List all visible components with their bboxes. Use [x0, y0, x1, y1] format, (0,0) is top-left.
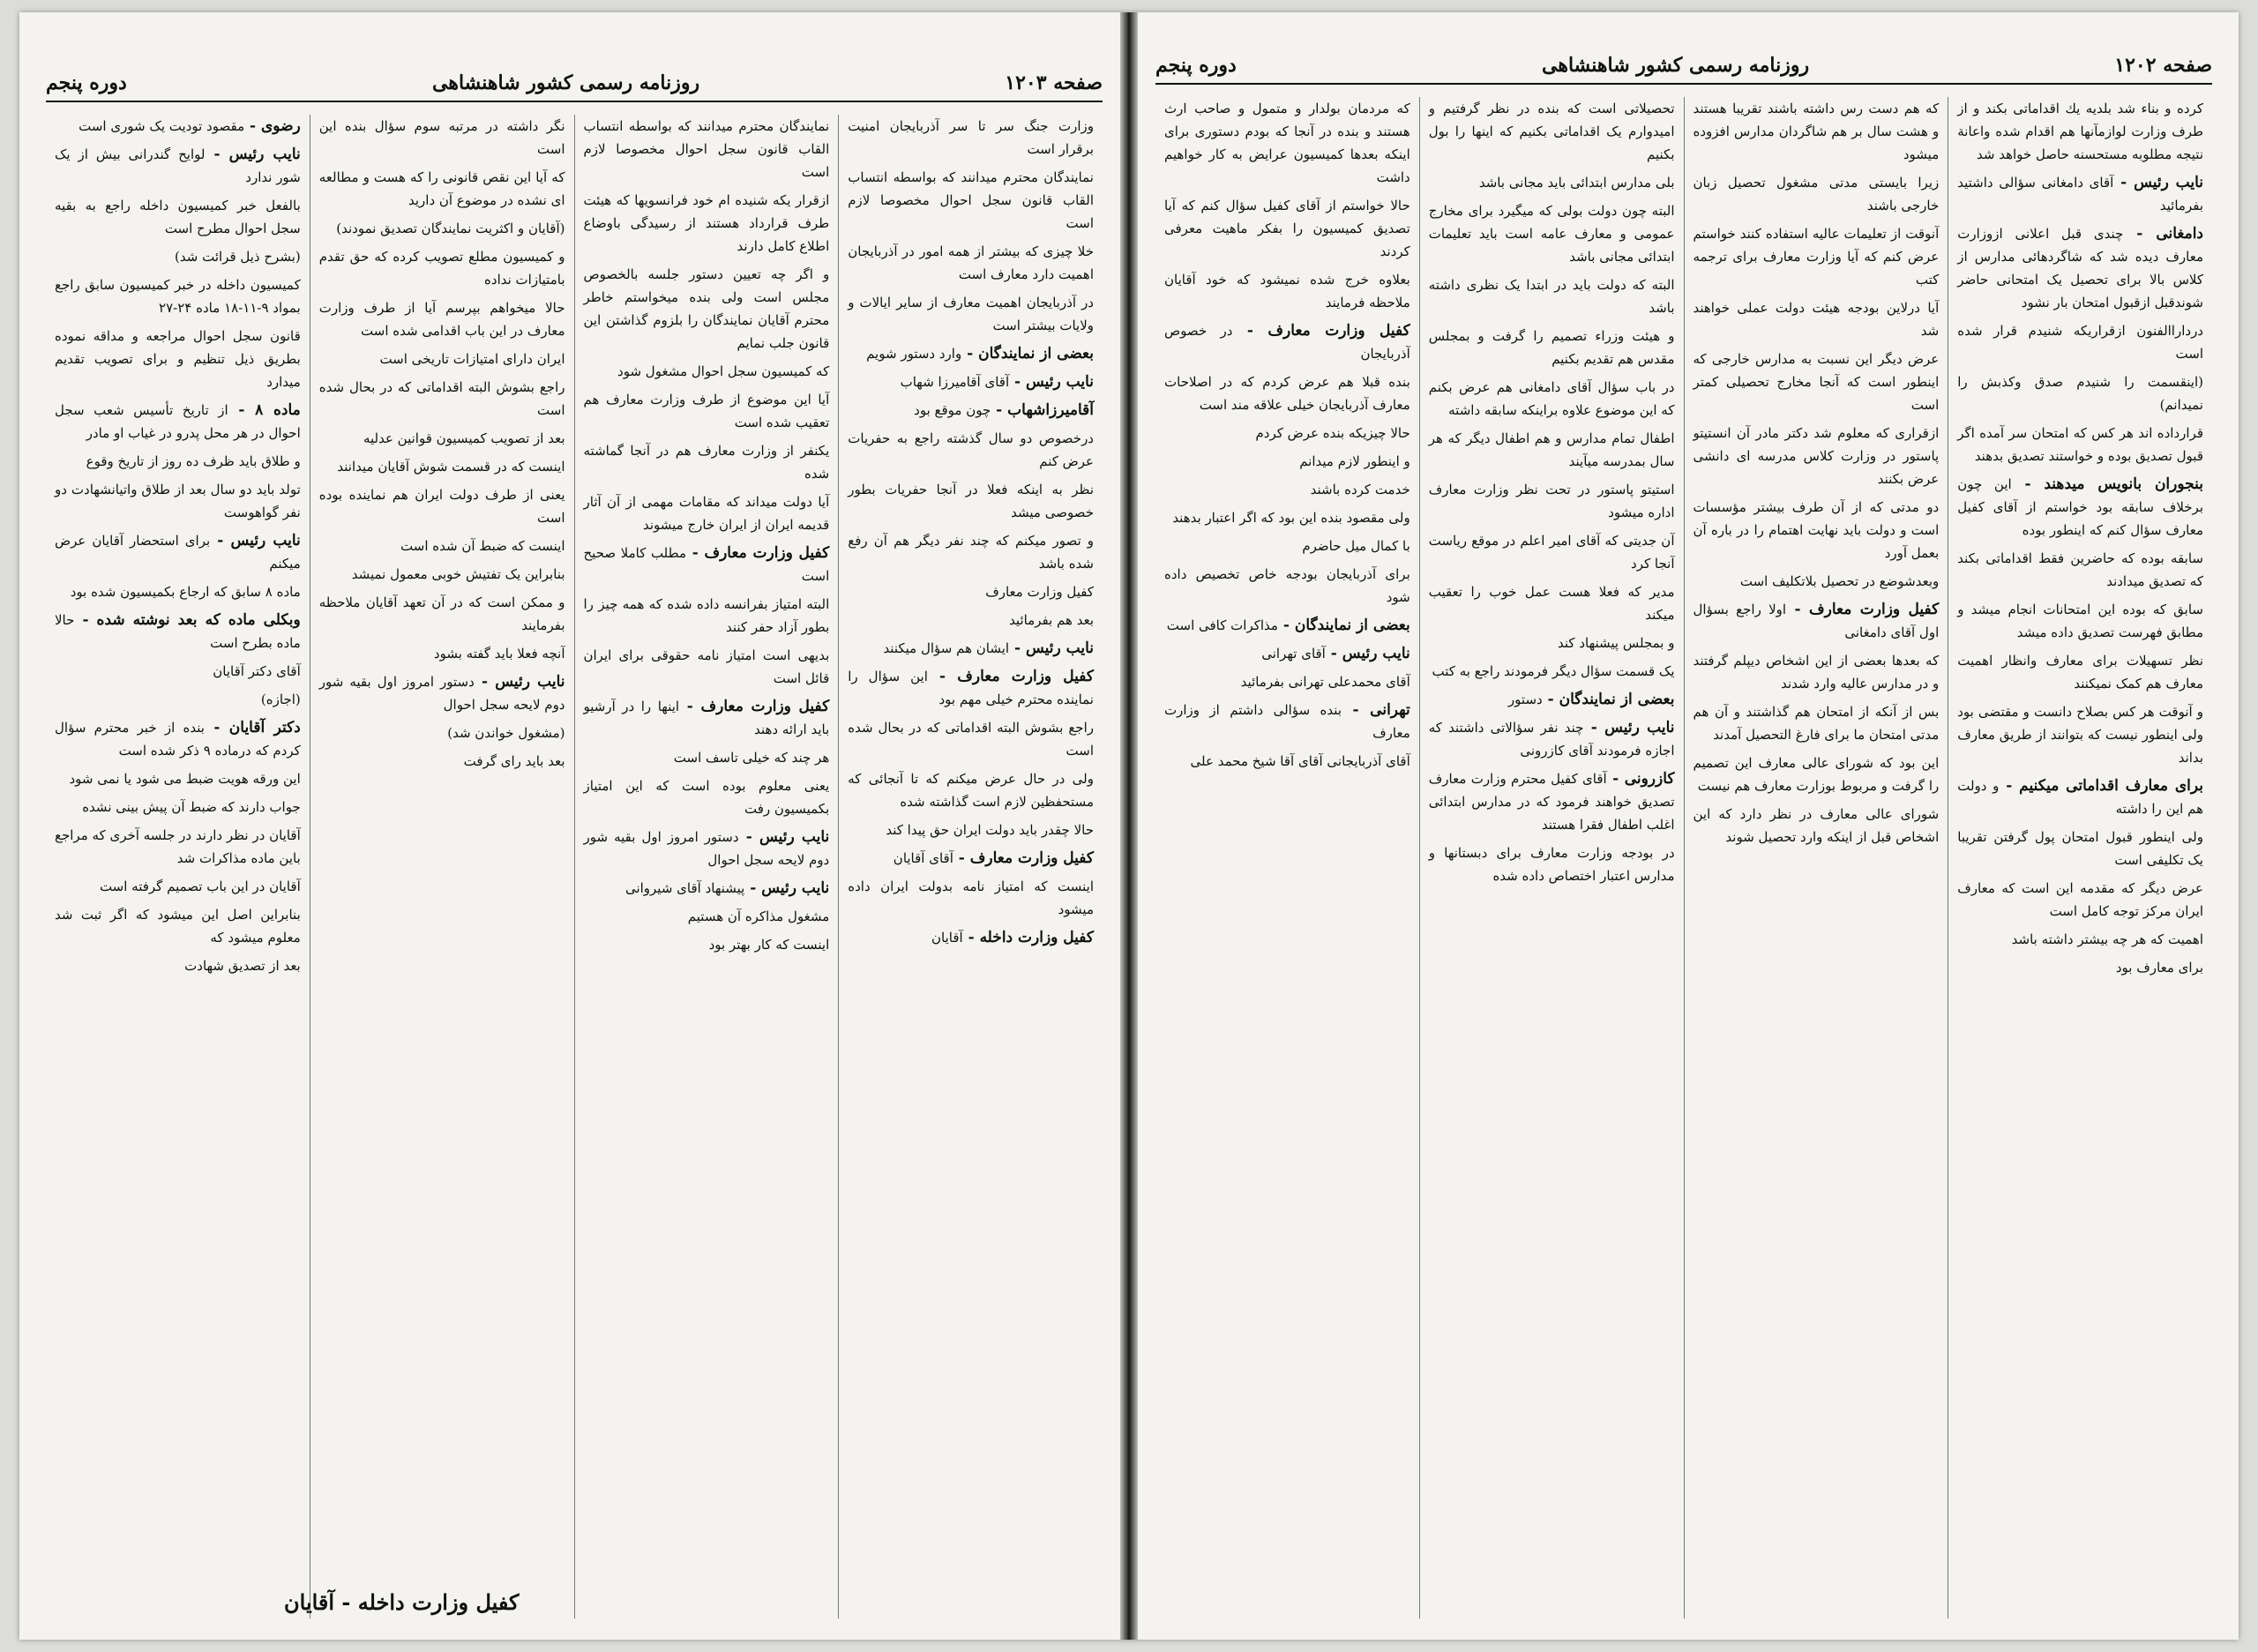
article-paragraph: نایب رئیس - دستور امروز اول بقیه شور دوم لایحه سجل احوال: [583, 828, 830, 868]
article-paragraph: یکنفر از وزارت معارف هم در آنجا گماشته شده: [583, 443, 830, 482]
article-paragraph: ولی در حال عرض میکنم که تا آنجائی که مستحفظین لازم است گذاشته شده: [848, 771, 1094, 810]
article-paragraph: نمایندگان محترم میدانند که بواسطه انتساب القاب قانون سجل احوال مخصوصا لازم است: [848, 169, 1094, 231]
speaker-name: کفیل وزارت معارف -: [953, 849, 1094, 867]
article-paragraph: بس از آنکه از امتحان هم گذاشتند و آن هم مدتی امتحان ما برای فارغ التحصیل آمدند: [1693, 704, 1940, 743]
column: [574, 115, 839, 1618]
article-paragraph: بعد باید رای گرفت: [463, 753, 565, 769]
speaker-name: دامغانی -: [2123, 225, 2204, 243]
article-paragraph: بلی مدارس ابتدائی باید مجانی باشد: [1478, 175, 1675, 191]
article-paragraph: نگر داشته در مرتبه سوم سؤال بنده این است: [318, 118, 565, 157]
speaker-name: بنجوران بانویس میدهند -: [2011, 475, 2203, 493]
article-paragraph: برای آذربایجان بودجه خاص تخصیص داده شود: [1164, 566, 1410, 605]
article-paragraph: کفیل وزارت معارف - اولا راجع بسؤال اول آقای دامغانی: [1693, 601, 1940, 640]
period-label: دوره پنجم: [1155, 54, 1237, 77]
article-paragraph: اطفال تمام مدارس و هم اطفال دیگر که هر سال بمدرسه میآیند: [1428, 430, 1675, 469]
article-paragraph: بدیهی است امتیاز نامه حقوقی برای ایران قائل است: [583, 647, 830, 686]
article-paragraph: یعنی از طرف دولت ایران هم نماینده بوده است: [318, 487, 565, 526]
article-paragraph: و اینطور لازم میدانم: [1299, 453, 1410, 469]
article-paragraph: وبکلی ماده که بعد نوشته شده - حالا ماده بطرح است: [55, 611, 301, 651]
column: [46, 115, 310, 1618]
speaker-name: کفیل وزارت معارف -: [1232, 322, 1410, 340]
article-paragraph: بنابراین یک تفتیش خوبی معمول نمیشد: [351, 566, 565, 582]
article-paragraph: و بمجلس پیشنهاد کند: [1558, 635, 1675, 651]
column: [1948, 97, 2212, 1618]
article-paragraph: نایب رئیس - چند نفر سؤالاتی داشتند که اجازه فرمودند آقای کازرونی: [1428, 719, 1675, 759]
article-paragraph: در بودجه وزارت معارف برای دبستانها و مدارس اعتبار اختصاص داده شده: [1428, 845, 1675, 884]
article-paragraph: درخصوص دو سال گذشته راجع به حفریات عرض کنم: [848, 430, 1094, 469]
speaker-name: آقامیرزاشهاب -: [991, 401, 1094, 419]
column: [310, 115, 574, 1618]
article-paragraph: بنده قبلا هم عرض کردم که در اصلاحات معارف آذربایجان خیلی علاقه مند است: [1164, 374, 1410, 413]
right-page-columns: [1155, 97, 2212, 1618]
article-paragraph: ماده ۸ - از تاریخ تأسیس شعب سجل احوال در هر محل پدرو در غیاب او مادر: [55, 401, 301, 441]
article-paragraph: بعضی از نمایندگان - دستور: [1507, 691, 1675, 708]
speaker-name: نایب رئیس -: [1583, 719, 1675, 736]
article-paragraph: راجع بشوش البته اقداماتی که در بحال شده است: [318, 379, 565, 418]
article-paragraph: در باب سؤال آقای دامغانی هم عرض بکنم که این موضوع علاوه براینکه سابقه داشته: [1428, 379, 1675, 418]
speaker-name: نایب رئیس -: [474, 673, 565, 691]
article-paragraph: ایران دارای امتیازات تاریخی است: [379, 351, 565, 367]
article-paragraph: اینست که ضبط آن شده است: [400, 538, 565, 554]
article-paragraph: (اجازه): [260, 691, 301, 707]
article-paragraph: آقای دکتر آقایان: [213, 663, 301, 679]
article-paragraph: آن جدیتی که آقای امیر اعلم در موقع ریاست آنجا کرد: [1428, 533, 1675, 572]
article-paragraph: کفیل وزارت معارف - در خصوص آذربایجان: [1164, 322, 1410, 362]
article-paragraph: ولی اینطور قبول امتحان پول گرفتن تقریبا یک تکلیفی است: [1957, 829, 2203, 868]
speaker-name: نایب رئیس -: [2113, 174, 2204, 191]
speaker-name: دکتر آقایان -: [204, 719, 301, 736]
period-label: دوره پنجم: [46, 71, 127, 94]
article-paragraph: این ورقه هویت ضبط می شود یا نمی شود: [69, 771, 301, 787]
article-paragraph: برای معارف بود: [2115, 960, 2203, 976]
article-paragraph: بنابراین اصل این میشود که اگر ثبت شد معلوم میشود که: [55, 907, 301, 946]
article-paragraph: بنجوران بانویس میدهند - این چون برخلاف سابقه بود خواستم از آقای کفیل معارف سؤال کنم که اینطور بوده: [1957, 475, 2203, 538]
article-paragraph: بعضی از نمایندگان - مذاکرات کافی است: [1166, 617, 1410, 634]
article-paragraph: جواب دارند که ضبط آن پیش بینی نشده: [82, 799, 301, 815]
article-paragraph: زیرا بایستی مدتی مشغول تحصیل زبان خارجی باشند: [1693, 175, 1940, 213]
article-paragraph: و کمیسیون مطلع تصویب کرده که حق تقدم بامتیازات نداده: [318, 249, 565, 288]
speaker-name: نایب رئیس -: [1009, 373, 1094, 391]
article-paragraph: که بعدها بعضی از این اشخاص دیپلم گرفتند و در مدارس عالیه وارد شدند: [1693, 653, 1940, 691]
article-paragraph: ماده ۸ سابق که ارجاع بکمیسیون شده بود: [70, 584, 301, 600]
speaker-name: نایب رئیس -: [210, 532, 301, 549]
speaker-name: بعضی از نمایندگان -: [961, 345, 1094, 363]
article-paragraph: که مردمان بولدار و متمول و صاحب ارث هستند و بنده در آنجا که بودم دستوری برای اینکه بعدها کمیسیون عرایض به کار خواهیم داشت: [1164, 101, 1410, 185]
article-paragraph: (بشرح ذیل قرائت شد): [175, 249, 301, 265]
left-page: [19, 12, 1129, 1640]
article-paragraph: نمایندگان محترم میدانند که بواسطه انتساب القاب قانون سجل احوال مخصوصا لازم است: [583, 118, 830, 180]
speaker-name: نایب رئیس -: [1009, 639, 1094, 657]
left-page-columns: [46, 115, 1103, 1618]
article-paragraph: البته امتیاز بفرانسه داده شده که همه چیز را بطور آزاد حفر کنند: [583, 596, 830, 635]
newspaper-title: روزنامه رسمی کشور شاهنشاهی: [1542, 54, 1810, 77]
article-paragraph: مدیر که فعلا هست عمل خوب را تعقیب میکند: [1428, 584, 1675, 623]
speaker-name: ماده ۸ -: [228, 401, 301, 419]
speaker-name: بعضی از نمایندگان -: [1277, 617, 1410, 634]
article-paragraph: راجع بشوش البته اقداماتی که در بحال شده است: [848, 720, 1094, 759]
speaker-name: کفیل وزارت معارف -: [685, 544, 830, 562]
article-paragraph: درداراالفنون ازقراریکه شنیدم قرار شده است: [1957, 323, 2203, 362]
article-paragraph: ازقرار یکه شنیده ام خود فرانسویها که هیئت طرف قرارداد هستند از رسیدگی باوضاع اطلاع کامل دارند: [583, 192, 830, 254]
article-paragraph: کفیل وزارت معارف - اینها را در آرشیو باید ارائه دهند: [583, 698, 830, 737]
article-paragraph: مشغول مذاکره آن هستیم: [687, 908, 830, 924]
article-paragraph: اهمیت که هر چه بیشتر داشته باشد: [2011, 931, 2203, 947]
article-paragraph: نظر تسهیلات برای معارف وانظار اهمیت معارف هم کمک نمیکنند: [1957, 653, 2203, 691]
article-paragraph: حالا خواستم از آقای کفیل سؤال کنم که آیا تصدیق کمیسیون را بفکر ماهیت معرفی کردند: [1164, 198, 1410, 259]
article-paragraph: کفیل وزارت معارف - این سؤال را نماینده محترم خیلی مهم بود: [848, 668, 1094, 707]
article-paragraph: و اگر چه تعیین دستور جلسه بالخصوص مجلس است ولی بنده میخواستم خاطر محترم آقایان نمایندگان را بلزوم گذاشتن این قانون جلب نمایم: [583, 266, 830, 351]
article-paragraph: تهرانی - بنده سؤالی داشتم از وزارت معارف: [1164, 701, 1410, 741]
article-paragraph: برای معارف اقداماتی میکنیم - و دولت هم این را داشته: [1957, 777, 2203, 817]
column: [1155, 97, 1419, 1618]
article-paragraph: با کمال میل حاضرم: [1302, 538, 1410, 554]
right-page: [1129, 12, 2239, 1640]
article-paragraph: این بود که شورای عالی معارف این تصمیم را گرفت و مربوط بوزارت معارف هم نیست: [1693, 755, 1940, 794]
article-paragraph: کرده و بناء شد بلدیه یك اقداماتی بکند و از طرف وزارت لوازمآنها هم اقدام شده واعانة نتیجه مطلوبه مستحسنه حاصل خواهد شد: [1957, 101, 2203, 162]
article-paragraph: دامغانی - چندی قبل اعلانی ازوزارت معارف دیده شد که شاگردهائی مدارس از کلاس بالا برای تحصیل یک امتحانی حاضر شوندقبل ازقبول امتحان بار نشود: [1957, 225, 2204, 310]
article-paragraph: حالا میخواهم بپرسم آیا از طرف وزارت معارف در این باب اقدامی شده است: [318, 300, 565, 339]
article-paragraph: البته که دولت باید در ابتدا یک نظری داشته باشد: [1428, 277, 1675, 316]
newspaper-title: روزنامه رسمی کشور شاهنشاهی: [432, 71, 700, 94]
article-paragraph: (مشغول خواندن شد): [447, 725, 565, 741]
article-paragraph: که کمیسیون سجل احوال مشغول شود: [617, 363, 830, 379]
speaker-name: نایب رئیس -: [744, 879, 830, 897]
article-paragraph: (اینقسمت را شنیدم صدق وکذبش را نمیدانم): [1957, 374, 2203, 413]
article-paragraph: وزارت جنگ سر تا سر آذربایجان امنیت برقرار است: [848, 118, 1094, 157]
article-paragraph: دو مدتی که از آن طرف بیشتر مؤسسات است و دولت باید نهایت اهتمام را در باره آن بعمل آورد: [1693, 499, 1940, 561]
article-paragraph: نایب رئیس - دستور امروز اول بقیه شور دوم لایحه سجل احوال: [318, 673, 565, 713]
article-paragraph: بالفعل خبر کمیسیون داخله راجع به بقیه سجل احوال مطرح است: [55, 198, 301, 236]
speaker-name: نایب رئیس -: [738, 828, 830, 846]
article-paragraph: بعلاوه خرج شده نمیشود که خود آقایان ملاحظه فرمایند: [1164, 272, 1410, 310]
article-paragraph: ولی مقصود بنده این بود که اگر اعتبار بدهند: [1172, 510, 1410, 526]
right-page-header: [1155, 48, 2212, 85]
speaker-name: نایب رئیس -: [1325, 645, 1410, 662]
article-paragraph: اینست که کار بهتر بود: [708, 937, 830, 953]
article-paragraph: استیتو پاستور در تحت نظر وزارت معارف اداره میشود: [1428, 482, 1675, 520]
article-paragraph: یک قسمت سؤال دیگر فرمودند راجع به کتب: [1432, 663, 1675, 679]
article-paragraph: آنوقت از تعلیمات عالیه استفاده کنند خواستم عرض کنم که آیا وزارت معارف برای ترجمه کتب: [1693, 226, 1940, 288]
footer-heading: کفیل وزارت داخله - آقایان: [284, 1589, 520, 1615]
article-paragraph: نایب رئیس - لوایح گندرانی بیش از یک شور ندارد: [55, 146, 301, 185]
article-paragraph: کفیل وزارت معارف - آقای آقایان: [893, 849, 1094, 867]
article-paragraph: قرارداده اند هر کس که امتحان سر آمده اگر قبول تصدیق بوده و خواستند تصدیق بدهند: [1957, 425, 2203, 464]
article-paragraph: بعد هم بفرمائید: [1009, 612, 1094, 628]
article-paragraph: و آنوقت هر کس بصلاح دانست و مقتضی بود ولی اینطور نیست که بتوانند از طریق معارف بداند: [1957, 704, 2203, 766]
article-paragraph: سابق که بوده این امتحانات انجام میشد و مطابق فهرست تصدیق داده میشد: [1957, 602, 2203, 640]
article-paragraph: نایب رئیس - برای استحضار آقایان عرض میکنم: [55, 532, 301, 572]
article-paragraph: نایب رئیس - ایشان هم سؤال میکنند: [883, 639, 1094, 657]
page-number: صفحه ۱۲۰۲: [2114, 54, 2212, 77]
left-page-header: [46, 65, 1103, 102]
article-paragraph: نایب رئیس - آقای دامغانی سؤالی داشتید بفرمائید: [1957, 174, 2204, 213]
speaker-name: بعضی از نمایندگان -: [1542, 691, 1675, 708]
article-paragraph: عرض دیگر این نسبت به مدارس خارجی که اینطور است که آنجا مخارج تحصیلی کمتر است: [1693, 351, 1940, 413]
article-paragraph: که هم دست رس داشته باشند تقریبا هستند و هشت سال بر هم شاگردان مدارس افزوده میشود: [1693, 101, 1940, 162]
article-paragraph: آقای آذربایجانی آقای آقا شیخ محمد علی: [1190, 753, 1410, 769]
speaker-name: نایب رئیس -: [205, 146, 301, 163]
article-paragraph: که آیا این نقص قانونی را که هست و مطالعه ای نشده در موضوع آن دارید: [318, 169, 565, 208]
article-paragraph: و هیئت وزراء تصمیم را گرفت و بمجلس مقدس هم تقدیم بکنیم: [1428, 328, 1675, 367]
article-paragraph: بعد از تصویب کمیسیون قوانین عدلیه: [363, 430, 565, 446]
article-paragraph: در آذربایجان اهمیت معارف از سایر ایالات و ولایات بیشتر است: [848, 295, 1094, 333]
article-paragraph: آیا این موضوع از طرف وزارت معارف هم تعقیب شده است: [583, 392, 830, 430]
article-paragraph: هر چند که خیلی تاسف است: [673, 750, 830, 766]
article-paragraph: بعضی از نمایندگان - وارد دستور شویم: [866, 345, 1094, 363]
article-paragraph: سابقه بوده که حاضرین فقط اقداماتی بکند که تصدیق میدادند: [1957, 550, 2203, 589]
speaker-name: برای معارف اقداماتی میکنیم -: [1999, 777, 2203, 795]
speaker-name: کفیل وزارت معارف -: [679, 698, 830, 715]
article-paragraph: نایب رئیس - آقای آقامیرزا شهاب: [900, 373, 1094, 391]
article-paragraph: ازقراری که معلوم شد دکتر مادر آن انستیتو پاستور در وزارت کلاس مدرسه ای دانشی عرض بکنند: [1693, 425, 1940, 487]
article-paragraph: حالا چقدر باید دولت ایران حق پیدا کند: [886, 822, 1094, 838]
article-paragraph: اینست که در قسمت شوش آقایان میدانند: [337, 459, 565, 475]
speaker-name: رضوی -: [244, 117, 301, 135]
page-number: صفحه ۱۲۰۳: [1005, 71, 1103, 94]
article-paragraph: تولد باید دو سال بعد از طلاق واتیانشهادت دو نفر گواهوست: [55, 482, 301, 520]
article-paragraph: اینست که امتیاز نامه بدولت ایران داده میشود: [848, 878, 1094, 917]
article-paragraph: و طلاق باید ظرف ده روز از تاریخ وقوع: [86, 453, 301, 469]
article-paragraph: آقایان در این باب تصمیم گرفته است: [99, 878, 301, 894]
article-paragraph: نایب رئیس - آقای تهرانی: [1261, 645, 1410, 662]
article-paragraph: و تصور میکنم که چند نفر دیگر هم آن رفع شده باشد: [848, 533, 1094, 572]
article-paragraph: کفیل وزارت معارف - مطلب کاملا صحیح است: [583, 544, 830, 584]
article-paragraph: آنچه فعلا باید گفته بشود: [433, 646, 565, 662]
article-paragraph: قانون سجل احوال مراجعه و مداقه نموده بطریق ذیل تنظیم و برای تصویب تقدیم میدارد: [55, 328, 301, 390]
article-paragraph: تحصیلاتی است که بنده در نظر گرفتیم و امیدوارم یک اقداماتی بکنیم که اینها را بول بکنیم: [1428, 101, 1675, 162]
speaker-name: کازرونی -: [1606, 770, 1675, 788]
article-paragraph: شورای عالی معارف در نظر دارد که این اشخاص قبل از اینکه وارد تحصیل شوند: [1693, 806, 1940, 845]
article-paragraph: وبعدشوضع در تحصیل بلاتکلیف است: [1739, 573, 1940, 589]
column: [1419, 97, 1684, 1618]
speaker-name: کفیل وزارت معارف -: [927, 668, 1094, 685]
article-paragraph: نظر به اینکه فعلا در آنجا حفریات بطور خصوصی میشد: [848, 482, 1094, 520]
article-paragraph: کفیل وزارت داخله - آقایان: [931, 929, 1094, 946]
article-paragraph: بعد از تصدیق شهادت: [184, 958, 301, 974]
article-paragraph: کمیسیون داخله در خبر کمیسیون سابق راجع بمواد ۹-۱۱-۱۸ ماده ۲۴-۲۷: [55, 277, 301, 316]
speaker-name: تهرانی -: [1342, 701, 1410, 719]
article-paragraph: کازرونی - آقای کفیل محترم وزارت معارف تصدیق خواهند فرمود که در مدارس ابتدائی اغلب اطفال فقرا هستند: [1428, 770, 1675, 833]
speaker-name: وبکلی ماده که بعد نوشته شده -: [74, 611, 301, 629]
article-paragraph: (آقایان و اکثریت نمایندگان تصدیق نمودند): [336, 221, 565, 236]
column: [1684, 97, 1948, 1618]
article-paragraph: حالا چیزیکه بنده عرض کردم: [1255, 425, 1410, 441]
article-paragraph: دکتر آقایان - بنده از خبر محترم سؤال کردم که درماده ۹ ذکر شده است: [55, 719, 301, 759]
article-paragraph: آقایان در نظر دارند در جلسه آخری که مراجع باین ماده مذاکرات شد: [55, 827, 301, 866]
speaker-name: کفیل وزارت معارف -: [1786, 601, 1940, 618]
column: [838, 115, 1103, 1618]
article-paragraph: آیا دولت میداند که مقامات مهمی از آن آثار قدیمه ایران از ایران خارج میشوند: [583, 494, 830, 533]
article-paragraph: کفیل وزارت معارف: [985, 584, 1094, 600]
speaker-name: کفیل وزارت داخله -: [962, 929, 1094, 946]
article-paragraph: خدمت کرده باشند: [1310, 482, 1410, 497]
article-paragraph: آقای محمدعلی تهرانی بفرمائید: [1240, 674, 1410, 690]
article-paragraph: آیا درلاین بودجه هیئت دولت عملی خواهند شد: [1693, 300, 1940, 339]
article-paragraph: نایب رئیس - پیشنهاد آقای شیروانی: [624, 879, 830, 897]
newspaper-spread: [19, 12, 2239, 1640]
article-paragraph: یعنی معلوم بوده است که این امتیاز بکمیسیون رفت: [583, 778, 830, 817]
article-paragraph: عرض دیگر که مقدمه این است که معارف ایران مرکز توجه کامل است: [1957, 880, 2203, 919]
article-paragraph: البته چون دولت بولی که میگیرد برای مخارج عمومی و معارف عامه است باید تعلیمات ابتدائی مجانی باشد: [1428, 203, 1675, 265]
article-paragraph: آقامیرزاشهاب - چون موقع بود: [914, 401, 1094, 419]
article-paragraph: و ممکن است که در آن تعهد آقایان ملاحظه بفرمایند: [318, 594, 565, 633]
article-paragraph: خلا چیزی که بیشتر از همه امور در آذربایجان اهمیت دارد معارف است: [848, 243, 1094, 282]
article-paragraph: رضوی - مقصود تودیت یک شوری است: [79, 117, 301, 135]
